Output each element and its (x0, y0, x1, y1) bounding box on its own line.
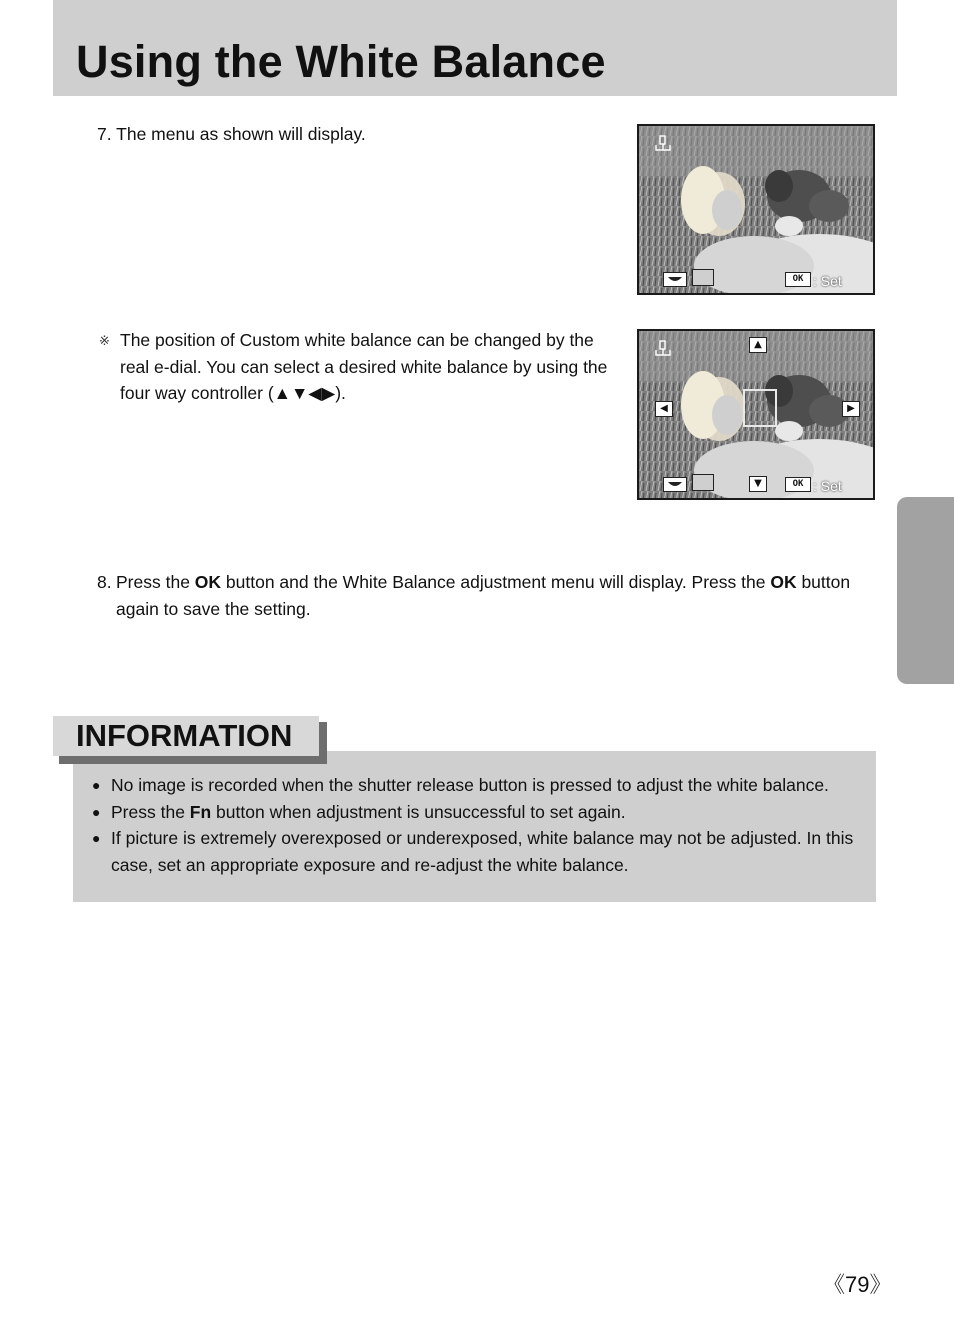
wb-mode-icon (663, 272, 687, 287)
arrow-down-icon: ▼ (749, 476, 767, 492)
bullet-icon: ● (92, 777, 101, 793)
set-label: : Set (813, 478, 842, 494)
wb-position-marker (743, 389, 777, 427)
arrow-up-icon: ▲ (749, 337, 767, 353)
step-8-number: 8. (97, 572, 112, 592)
information-heading: INFORMATION (76, 718, 293, 753)
custom-wb-icon (654, 135, 672, 155)
page-number: 《79》 (823, 1272, 892, 1297)
information-list (92, 772, 862, 878)
step-7-text: 7. The menu as shown will display. (97, 124, 366, 144)
note-block (99, 327, 614, 407)
camera-screen-controller (637, 329, 875, 500)
custom-wb-icon (654, 340, 672, 360)
list-item: ● No image is recorded when the shutter release button is pressed to adjust the white balance. (92, 772, 862, 799)
wb-color-swatch (692, 269, 714, 286)
ok-keyword: OK (770, 572, 797, 592)
wb-mode-icon (663, 477, 687, 492)
list-item: ● Press the Fn button when adjustment is unsuccessful to set again. (92, 799, 862, 826)
bullet-icon: ● (92, 830, 101, 846)
page-title: Using the White Balance (76, 36, 606, 87)
wb-color-swatch (692, 474, 714, 491)
arrow-left-icon: ◀ (655, 401, 673, 417)
side-tab (897, 497, 954, 684)
arrow-right-icon: ▶ (842, 401, 860, 417)
list-item: ● If picture is extremely overexposed or underexposed, white balance may not be adjusted. In this case, set an appropriate exposure and re-adjust the white balance. (92, 825, 862, 878)
set-label: : Set (813, 273, 842, 289)
bullet-icon: ● (92, 803, 101, 820)
photo-woman-dog (639, 126, 873, 293)
fn-keyword: Fn (189, 801, 212, 822)
step-8-body: Press the OK button and the White Balance adjustment menu will display. Press the OK button again to save the setting. (116, 572, 851, 619)
ok-button-icon: OK (785, 477, 811, 492)
ok-button-icon: OK (785, 272, 811, 287)
ok-keyword: OK (194, 572, 222, 592)
step-8-text (97, 569, 867, 622)
note-text: The position of Custom white balance can be changed by the real e-dial. You can select a desired white balance by using the four way controller (▲▼◀▶). (120, 330, 608, 403)
note-mark: ※ (99, 333, 110, 348)
camera-screen-menu (637, 124, 875, 295)
